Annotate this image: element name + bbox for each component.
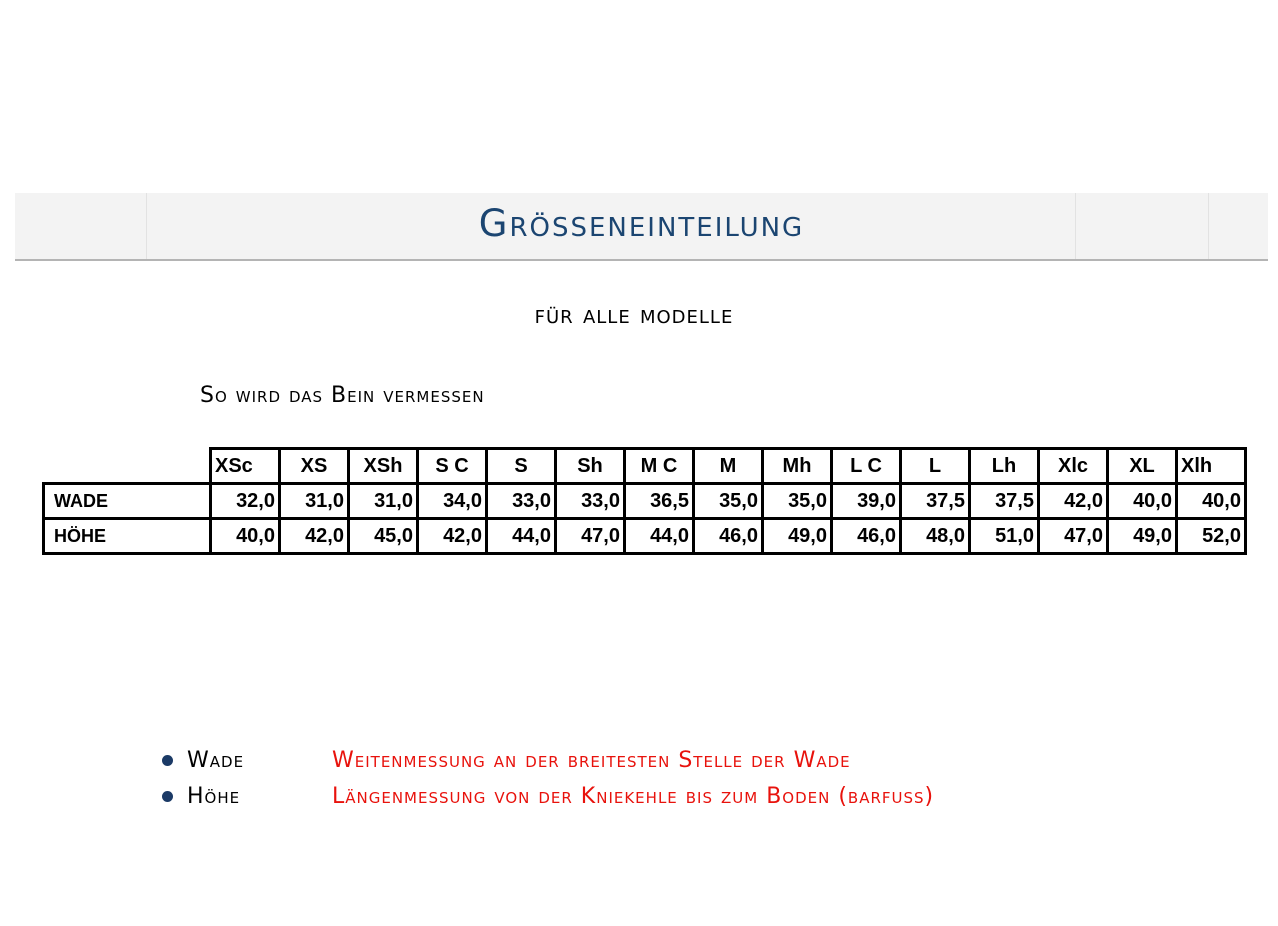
value-cell: 52,0: [1177, 519, 1246, 554]
table-row: [44, 484, 1246, 519]
legend-description: Längenmessung von der Kniekehle bis zum Boden (barfuss): [332, 783, 935, 809]
row-label: HÖHE: [44, 519, 211, 554]
size-header-cell: L C: [832, 449, 901, 484]
value-cell: 33,0: [556, 484, 625, 519]
size-header-cell: Mh: [763, 449, 832, 484]
size-header-cell: M: [694, 449, 763, 484]
value-cell: 39,0: [832, 484, 901, 519]
value-cell: 31,0: [280, 484, 349, 519]
value-cell: 35,0: [694, 484, 763, 519]
value-cell: 44,0: [625, 519, 694, 554]
title-band: [15, 193, 1268, 261]
bullet-icon: [162, 755, 173, 766]
size-header-cell: Xlc: [1039, 449, 1108, 484]
size-header-cell: S C: [418, 449, 487, 484]
table-corner: [44, 449, 211, 484]
row-label: WADE: [44, 484, 211, 519]
legend-item: [162, 742, 934, 778]
value-cell: 47,0: [1039, 519, 1108, 554]
value-cell: 46,0: [832, 519, 901, 554]
value-cell: 42,0: [280, 519, 349, 554]
size-header-cell: Lh: [970, 449, 1039, 484]
value-cell: 49,0: [763, 519, 832, 554]
value-cell: 46,0: [694, 519, 763, 554]
size-header-cell: XSc: [211, 449, 280, 484]
size-header-cell: Xlh: [1177, 449, 1246, 484]
size-header-cell: S: [487, 449, 556, 484]
subtitle: für alle modelle: [534, 300, 734, 330]
size-header-cell: Sh: [556, 449, 625, 484]
legend-term: Wade: [187, 747, 245, 773]
size-table: [42, 447, 1247, 555]
value-cell: 40,0: [1177, 484, 1246, 519]
value-cell: 51,0: [970, 519, 1039, 554]
value-cell: 32,0: [211, 484, 280, 519]
value-cell: 34,0: [418, 484, 487, 519]
legend: [162, 742, 934, 814]
value-cell: 45,0: [349, 519, 418, 554]
size-header-cell: XSh: [349, 449, 418, 484]
legend-description: Weitenmessung an der breitesten Stelle der Wade: [332, 747, 851, 773]
value-cell: 31,0: [349, 484, 418, 519]
value-cell: 47,0: [556, 519, 625, 554]
size-header-cell: XS: [280, 449, 349, 484]
value-cell: 42,0: [418, 519, 487, 554]
value-cell: 44,0: [487, 519, 556, 554]
value-cell: 49,0: [1108, 519, 1177, 554]
legend-term: Höhe: [187, 783, 241, 809]
size-header-cell: M C: [625, 449, 694, 484]
value-cell: 33,0: [487, 484, 556, 519]
value-cell: 40,0: [1108, 484, 1177, 519]
bullet-icon: [162, 791, 173, 802]
size-header-cell: L: [901, 449, 970, 484]
value-cell: 42,0: [1039, 484, 1108, 519]
value-cell: 37,5: [901, 484, 970, 519]
value-cell: 35,0: [763, 484, 832, 519]
size-header-row: [44, 449, 1246, 484]
value-cell: 40,0: [211, 519, 280, 554]
section-label: So wird das Bein vermessen: [200, 383, 485, 408]
value-cell: 37,5: [970, 484, 1039, 519]
value-cell: 36,5: [625, 484, 694, 519]
value-cell: 48,0: [901, 519, 970, 554]
size-header-cell: XL: [1108, 449, 1177, 484]
page-title: Grösseneinteilung: [478, 202, 805, 245]
legend-item: [162, 778, 934, 814]
table-row: [44, 519, 1246, 554]
